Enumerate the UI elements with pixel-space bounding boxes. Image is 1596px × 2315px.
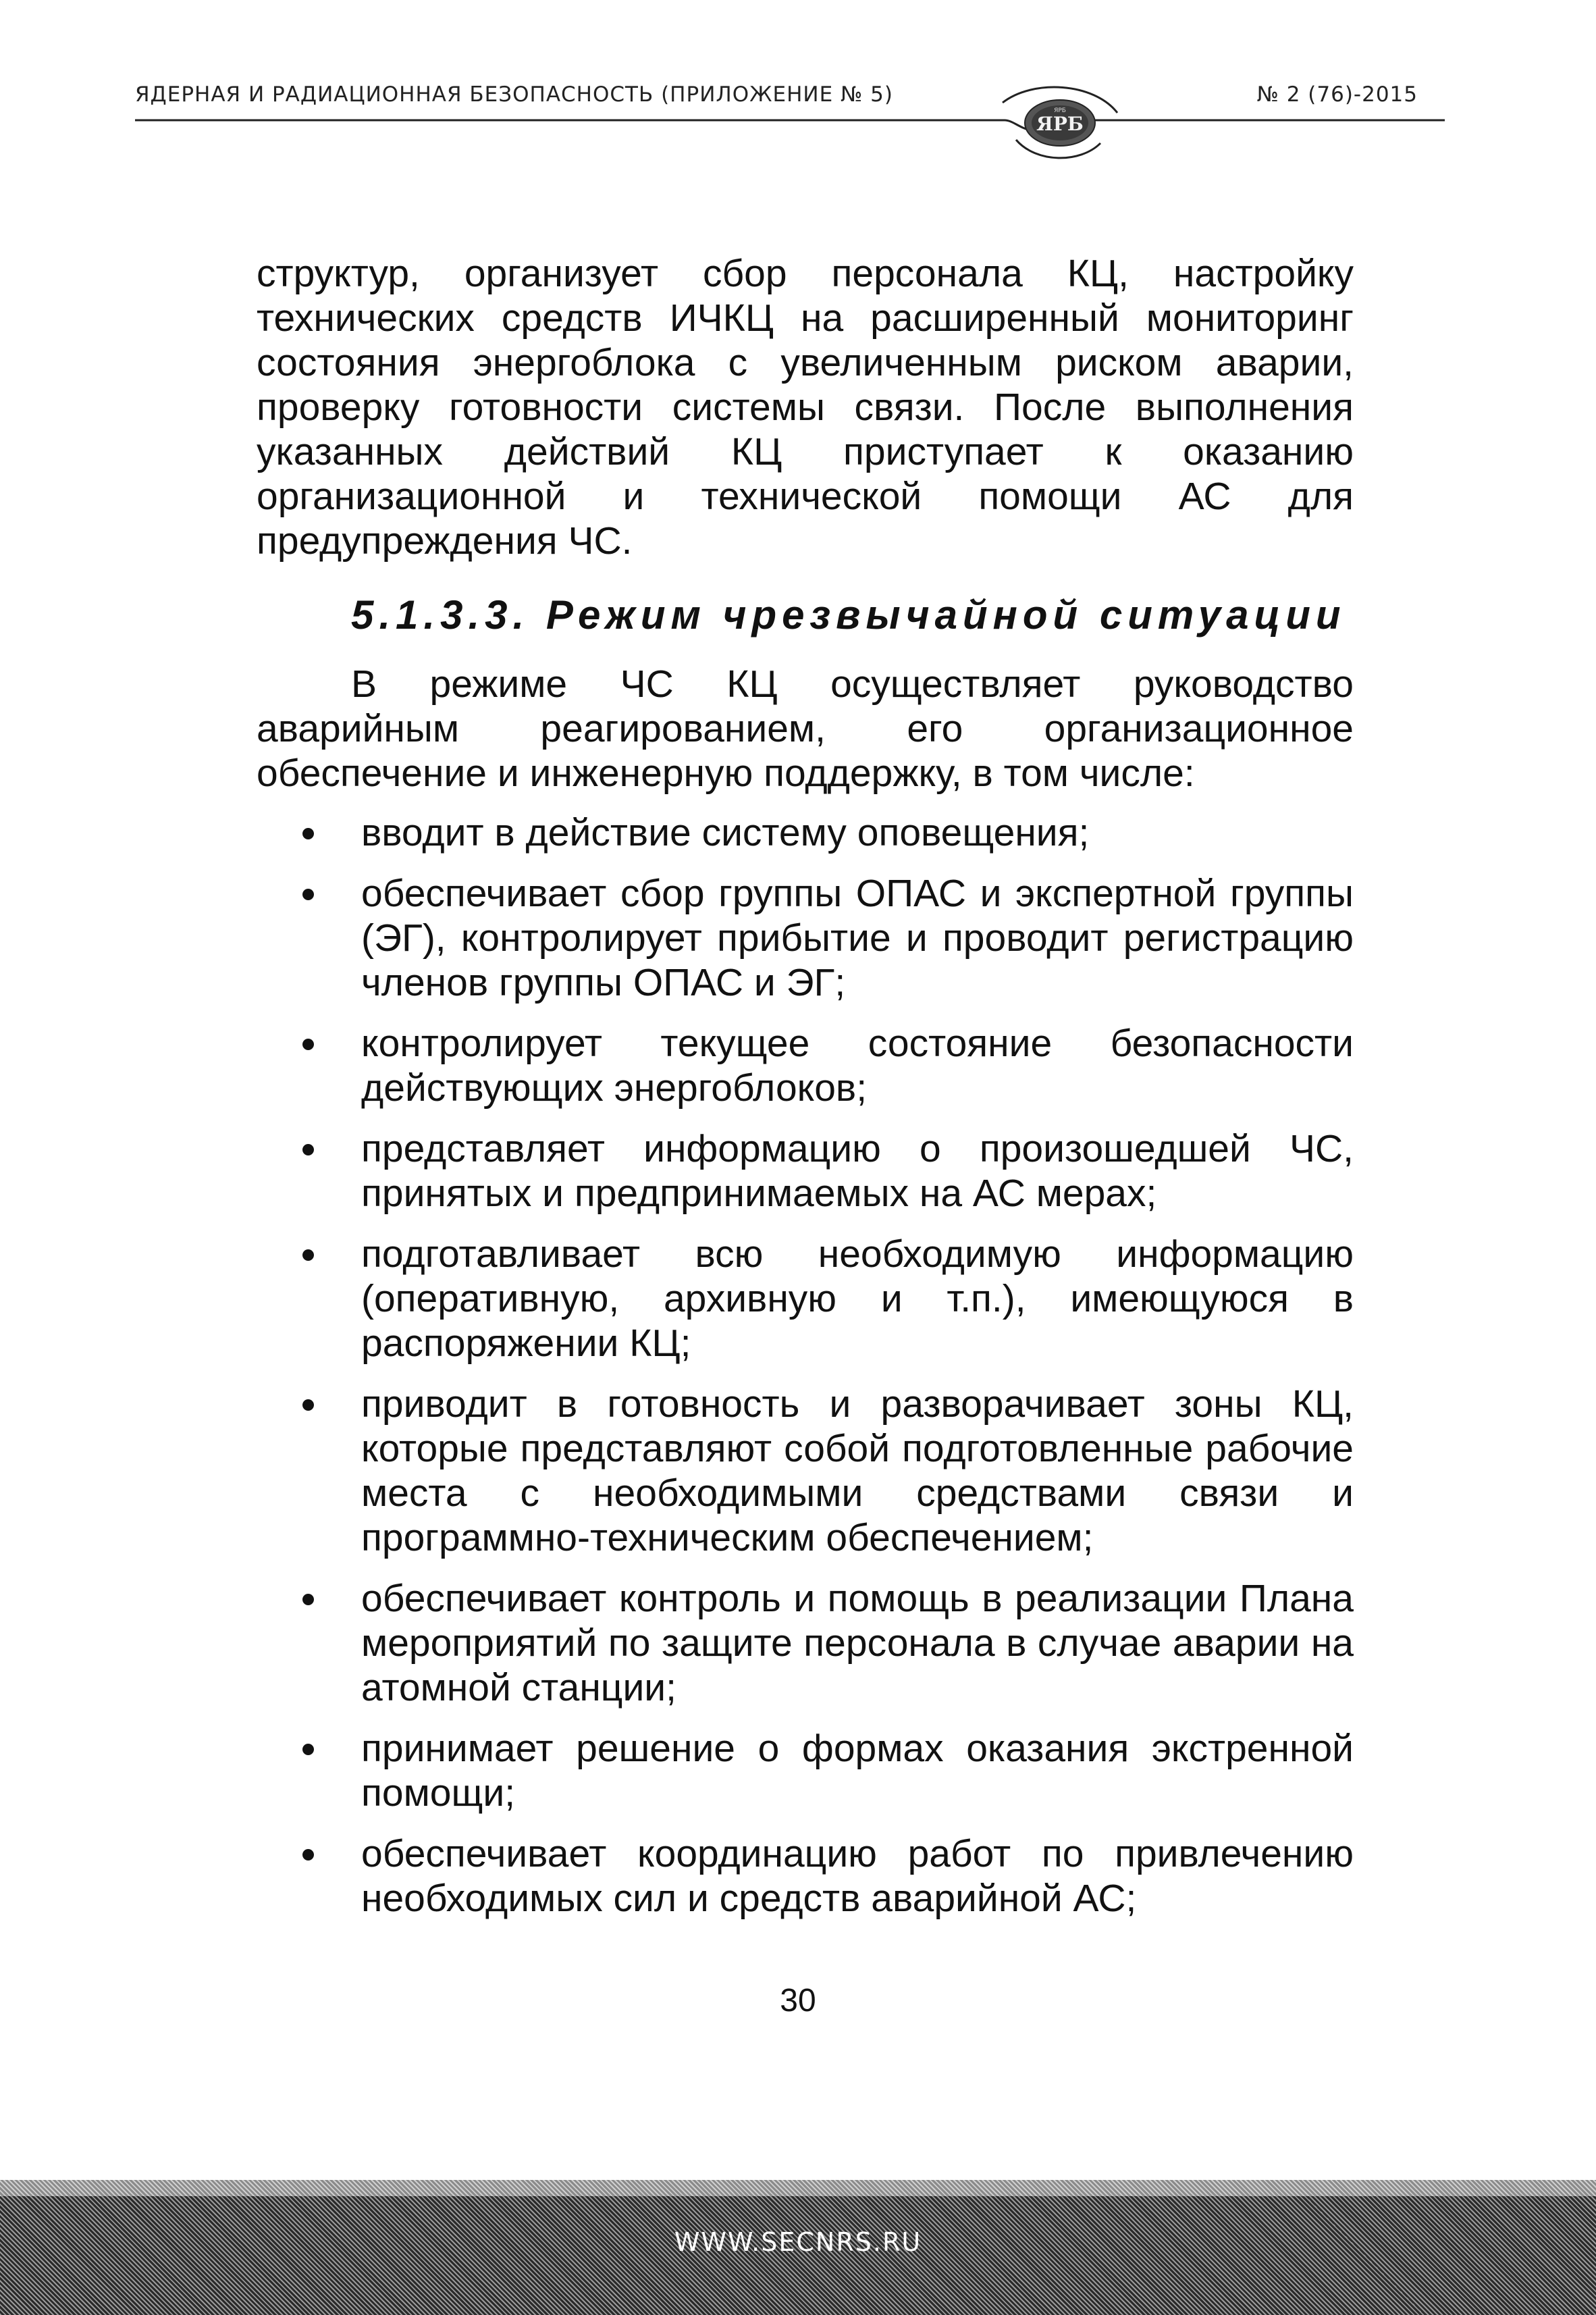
bullet-icon [302, 1039, 314, 1050]
footer-divider [0, 2180, 1596, 2196]
list-item-text: обеспечивает сбор группы ОПАС и экспертной группы (ЭГ), контролирует прибытие и проводит регистрацию членов группы ОПАС и ЭГ; [361, 872, 1354, 1004]
bullet-icon [302, 889, 314, 900]
list-item-text: вводит в действие систему оповещения; [361, 811, 1090, 854]
bullet-icon [302, 1744, 314, 1755]
bullet-icon [302, 1594, 314, 1605]
list-item-text: представляет информацию о произошедшей ЧС, принятых и предпринимаемых на АС мерах; [361, 1127, 1354, 1215]
footer-website-link[interactable]: WWW.SECNRS.RU [674, 2227, 922, 2257]
list-item [257, 1382, 1354, 1560]
bullet-icon [302, 1144, 314, 1155]
header-rule-with-logo [135, 82, 1445, 170]
page-content [257, 251, 1354, 1937]
list-item [257, 1021, 1354, 1110]
list-item [257, 1726, 1354, 1815]
list-item-text: подготавливает всю необходимую информацию (оперативную, архивную и т.п.), имеющуюся в распоряжении КЦ; [361, 1232, 1354, 1365]
logo-text: ЯРБ [1036, 113, 1084, 135]
list-item-text: обеспечивает контроль и помощь в реализации Плана мероприятий по защите персонала в случае аварии на атомной станции; [361, 1577, 1354, 1709]
list-item [257, 1126, 1354, 1216]
duties-list [257, 810, 1354, 1921]
page-footer [0, 2180, 1596, 2315]
issue-number: № 2 (76)-2015 [1256, 82, 1418, 107]
journal-logo-icon [1003, 87, 1117, 158]
page-header [135, 82, 1445, 170]
journal-title: ЯДЕРНАЯ И РАДИАЦИОННАЯ БЕЗОПАСНОСТЬ (ПРИЛОЖЕНИЕ № 5) [135, 82, 893, 107]
list-item-text: обеспечивает координацию работ по привлечению необходимых сил и средств аварийной АС; [361, 1832, 1354, 1920]
bullet-icon [302, 1249, 314, 1261]
continuation-paragraph: структур, организует сбор персонала КЦ, настройку технических средств ИЧКЦ на расширенный мониторинг состояния энергоблока с увеличенным риском аварии, проверку готовности системы связи. После выполнения указанных действий КЦ приступает к оказанию организационной и технической помощи АС для предупреждения ЧС. [257, 252, 1354, 563]
list-item [257, 871, 1354, 1005]
bullet-icon [302, 1849, 314, 1861]
page-number: 30 [780, 1983, 816, 2019]
list-item-text: принимает решение о формах оказания экстренной помощи; [361, 1727, 1354, 1815]
list-item [257, 1232, 1354, 1365]
intro-paragraph: В режиме ЧС КЦ осуществляет руководство аварийным реагированием, его организационное обеспечение и инженерную поддержку, в том числе: [257, 662, 1354, 795]
bullet-icon [302, 828, 314, 839]
logo-small-text: ЯРБ [1054, 107, 1066, 114]
list-item [257, 1831, 1354, 1921]
list-item-text: приводит в готовность и разворачивает зоны КЦ, которые представляют собой подготовленные рабочие места с необходимыми средствами связи и программно-техническим обеспечением; [361, 1382, 1354, 1559]
list-item [257, 1576, 1354, 1710]
list-item [257, 810, 1354, 855]
bullet-icon [302, 1399, 314, 1411]
section-heading: 5.1.3.3. Режим чрезвычайной ситуации [351, 592, 1346, 638]
list-item-text: контролирует текущее состояние безопасности действующих энергоблоков; [361, 1022, 1354, 1110]
